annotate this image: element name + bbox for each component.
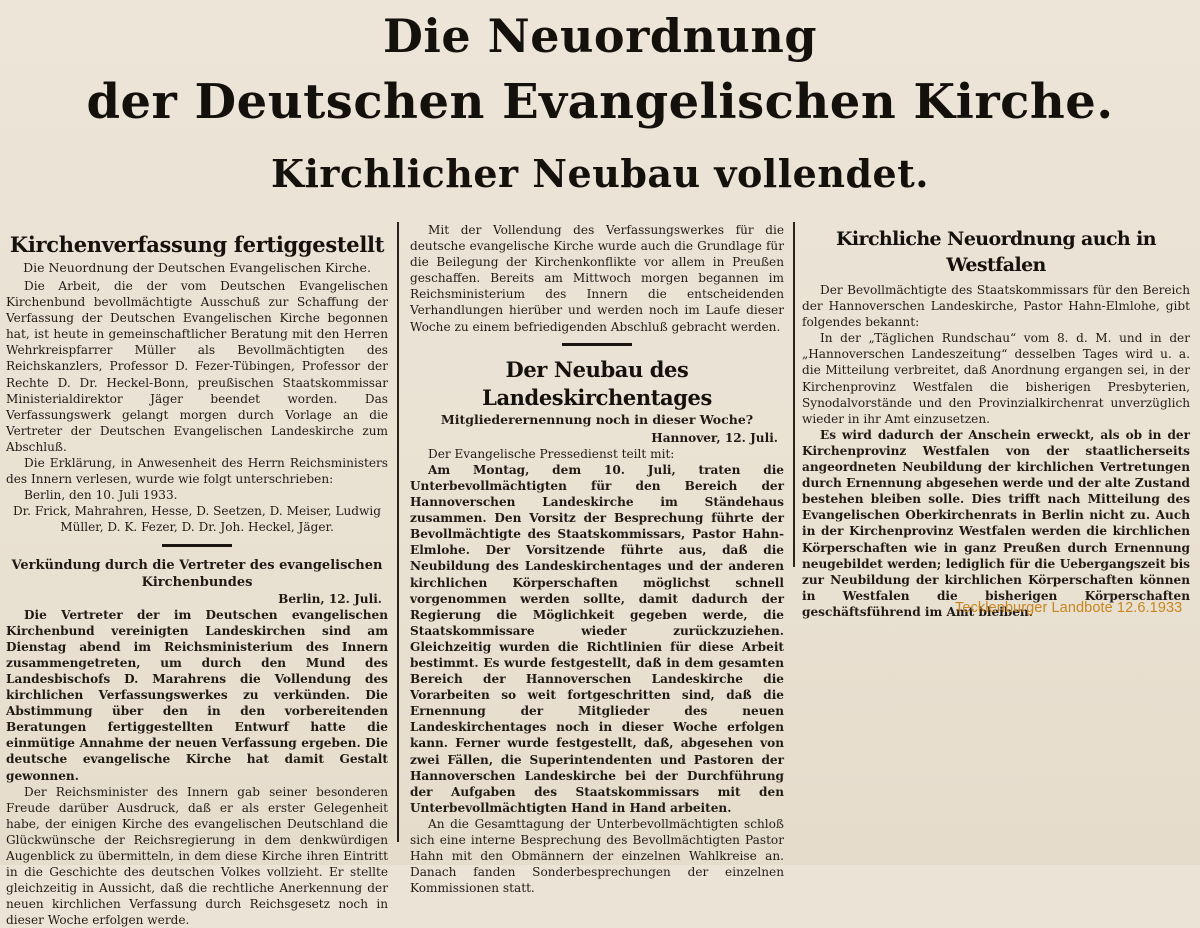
article-title-westfalen: Kirchliche Neuordnung auch in Westfalen: [836, 228, 1156, 276]
article-paragraph: Die Arbeit, die der vom Deutschen Evangelischen Kirchenbund bevollmächtigte Ausschuß zur Schaffung der Verfassung der Deutschen Evangelischen Kirche begonnen hat, ist heute in gemeinschaftlicher Beratung mit den Herren Wehrkreispfarrer Müller als Bevollmächtigten des Reichskanzlers, Professor D. Fezer-Tübingen, Professor der Rechte D. Dr. Heckel-Bonn, preußischen Staatskommissar Ministerialdirektor Jäger beendet worden. Das Verfassungswerk gelangt morgen durch Vorlage an die Vertreter der Deutschen Evangelischen Landeskirche zum Abschluß.: [6, 279, 388, 454]
section-title-verkuendung: Verkündung durch die Vertreter des evangelischen Kirchenbundes: [11, 557, 383, 590]
article-title-kirchenverfassung: Kirchenverfassung fertiggestellt: [9, 232, 385, 257]
article-paragraph: Der Bevollmächtigte des Staatskommissars für den Bereich der Hannoverschen Landeskirche, Pastor Hahn-Elmlohe, gibt folgendes bekannt:: [802, 283, 1190, 330]
column-divider: [397, 222, 399, 842]
dateline: Berlin, 12. Juli.: [278, 591, 382, 606]
article-deck: Mitgliederernennung noch in dieser Woche?: [440, 411, 754, 427]
article-paragraph: Mit der Vollendung des Verfassungswerkes für die deutsche evangelische Kirche wurde auch die Grundlage für die Beilegung der Kirchenkonflikte vor allem in Preußen geschaffen. Bereits am Mittwoch morgen begannen im Reichsministerium des Innern die entscheidenden Verhandlungen hierüber und werden noch im Laufe dieser Woche zu einem befriedigenden Abschluß gebracht werden.: [410, 223, 784, 334]
column-3: [802, 222, 1190, 620]
main-headline-line-2: der Deutschen Evangelischen Kirche.: [86, 74, 1114, 130]
main-subheadline: Kirchlicher Neubau vollendet.: [270, 151, 930, 196]
article-paragraph: An die Gesamttagung der Unterbevollmächtigten schloß sich eine interne Besprechung des Bevollmächtigten Pastor Hahn mit den Obmännern der einzelnen Wahlkreise an. Danach fanden Sonderbesprechungen der einzelnen Kommissionen statt.: [410, 816, 784, 896]
column-divider: [793, 222, 795, 567]
source-caption: Tecklenburger Landbote 12.6.1933: [955, 600, 1183, 616]
article-paragraph: Am Montag, dem 10. Juli, traten die Unterbevollmächtigten für den Bereich der Hannoverschen Landeskirche im Ständehaus zusammen. Den Vorsitz der Besprechung führte der Bevollmächtigte des Staatskommissars, Pastor Hahn-Elmlohe. Der Vorsitzende führte aus, daß die Neubildung des Landeskirchentages und der anderen kirchlichen Körperschaften möglichst schnell vorgenommen werden sollte, damit dadurch der Regierung die Möglichkeit gegeben werde, die Staatskommissare wieder zurückzuziehen. Gleichzeitig wurden die Richtlinien für diese Arbeit bestimmt. Es wurde festgestellt, daß in dem gesamten Bereich der Hannoverschen Landeskirche die Vorarbeiten so weit fortgeschritten sind, daß die Ernennung der Mitglieder des neuen Landeskirchentages noch in dieser Woche erfolgen kann. Ferner wurde festgestellt, daß, abgesehen von zwei Fällen, die Superintendenten und Pastoren der Hannoverschen Landeskirche bei der Durchführung der Aufgaben des Staatskommissars mit den Unterbevollmächtigten Hand in Hand arbeiten.: [410, 462, 784, 815]
article-intro: Der Evangelische Pressedienst teilt mit:: [428, 446, 675, 461]
article-title-neubau: Der Neubau des Landeskirchentages: [482, 356, 712, 410]
section-divider: [562, 343, 632, 346]
article-paragraph: Die Vertreter der im Deutschen evangelischen Kirchenbund vereinigten Landeskirchen sind am Dienstag abend im Reichsministerium des Innern zusammengetreten, um durch den Mund des Landesbischofs D. Marahrens die Vollendung des kirchlichen Verfassungswerkes zu verkünden. Die Abstimmung über den in den vorbereitenden Beratungen fertiggestellten Entwurf hatte die einmütige Annahme der neuen Verfassung ergeben. Die deutsche evangelische Kirche hat damit Gestalt gewonnen.: [6, 607, 388, 783]
article-paragraph: Es wird dadurch der Anschein erweckt, als ob in der Kirchenprovinz Westfalen von der staatlicherseits angeordneten Neubildung der kirchlichen Vertretungen durch Ernennung abgesehen werde und der alte Zustand bestehen bleiben solle. Dies trifft nach Mitteilung des Evangelischen Oberkirchenrats in Berlin nicht zu. Auch in der Kirchenprovinz Westfalen werden die kirchlichen Körperschaften wie in ganz Preußen durch Ernennung neugebildet werden; lediglich für die Uebergangszeit bis zur Neubildung der kirchlichen Körperschaften können in Westfalen die bisherigen Körperschaften geschäftsführend im Amt bleiben.: [802, 427, 1190, 619]
section-divider: [162, 544, 232, 547]
signoff-date: Berlin, den 10. Juli 1933.: [24, 488, 178, 503]
dateline: Hannover, 12. Juli.: [651, 430, 778, 445]
article-paragraph: In der „Täglichen Rundschau“ vom 8. d. M. und in der „Hannoverschen Landeszeitung“ desselben Tages wird u. a. die Mitteilung verbreitet, daß Anordnung ergangen sei, in der Kirchenprovinz Westfalen die bisherigen Presbyterien, Synodalvorstände und den Provinzialkirchenrat unverzüglich wieder in ihr Amt einzusetzen.: [802, 331, 1190, 426]
article-paragraph: Der Reichsminister des Innern gab seiner besonderen Freude darüber Ausdruck, daß er als erster Gelegenheit habe, der einigen Kirche des evangelischen Deutschland die Glückwünsche der Reichsregierung in dem denkwürdigen Augenblick zu übermitteln, in dem diese Kirche ihren Eintritt in die Geschichte des deutschen Volkes vollzieht. Er stellte gleichzeitig in Aussicht, daß die rechtliche Anerkennung der neuen kirchlichen Verfassung durch Reichsgesetz noch in dieser Woche erfolgen werde.: [6, 784, 388, 928]
main-headline-line-1: Die Neuordnung: [383, 9, 817, 63]
signatories: Dr. Frick, Mahrahren, Hesse, D. Seetzen, D. Meiser, Ludwig Müller, D. K. Fezer, D. Dr. Joh. Heckel, Jäger.: [12, 504, 381, 535]
column-2: [410, 222, 784, 896]
column-1: [6, 222, 388, 928]
article-deck: Die Neuordnung der Deutschen Evangelischen Kirche.: [23, 260, 371, 275]
article-paragraph: Die Erklärung, in Anwesenheit des Herrn Reichsministers des Innern verlesen, wurde wie folgt unterschrieben:: [6, 456, 388, 487]
